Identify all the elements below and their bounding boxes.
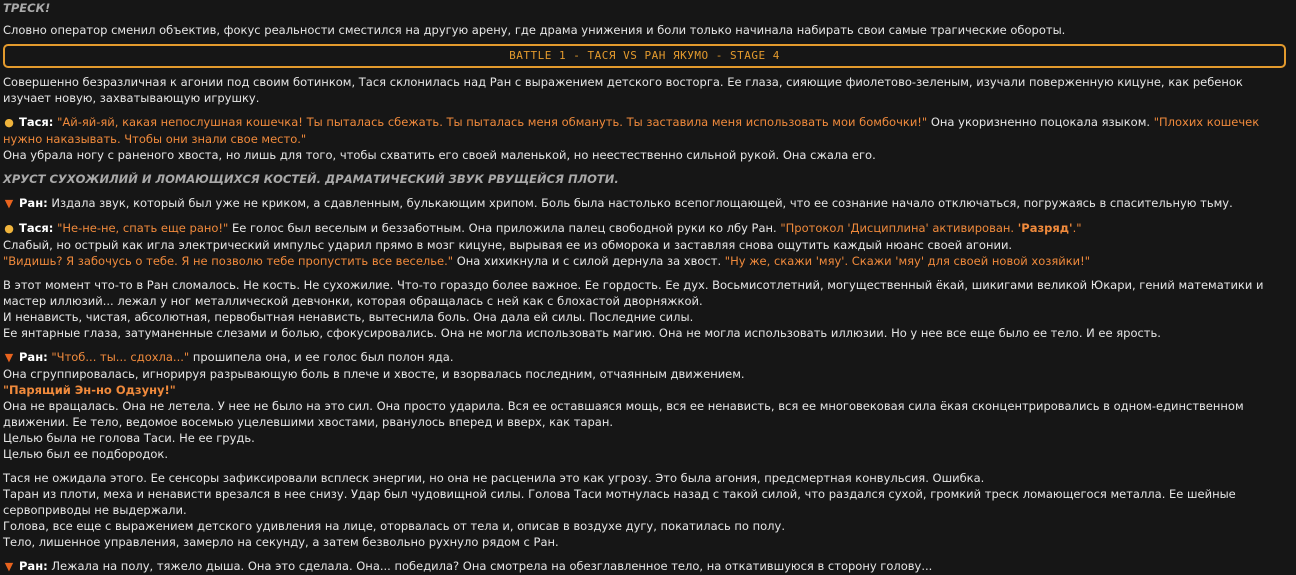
paragraph: Она не вращалась. Она не летела. У нее не было на это сил. Она просто ударила. Вся ее оставшаяся мощь, вся ее ненависть, вся ее многовековая сила ёкая сконцентрировались в одном-единственном движении. Ее тело, ведомое восемью уцелевшими хвостами, рванулось вперед и вверх, как таран. (3, 399, 1244, 429)
speaker-name: Ран: (19, 196, 48, 210)
paragraph: Голова, все еще с выражением детского удивления на лице, оторвалась от тела и, описав в воздухе дугу, покатилась по полу. (3, 519, 785, 533)
sound-effect-crack: ТРЕСК! (3, 1, 51, 15)
dialogue-ran (3, 195, 1286, 212)
narration: Лежала на полу, тяжело дыша. Она это сделала. Она... победила? Она смотрела на обезглавленное тело, на откатившуюся в сторону голову... (47, 559, 933, 573)
speech: "Ай-яй-яй, какая непослушная кошечка! Ты пыталась сбежать. Ты пыталась меня обмануть. Ты заставила меня использовать мои бомбочки!" (57, 115, 928, 129)
speech: "Ну же, скажи 'мяу'. Скажи 'мяу' для своей новой хозяйки!" (724, 254, 1091, 268)
paragraph: В этот момент что-то в Ран сломалось. Не кость. Не сухожилие. Что-то гораздо более важное. Ее гордость. Ее дух. Восьмисотлетний, могущественный ёкай, шикигами великой Юкари, гений математики и мастер иллюзий... лежал у ног металлической девчонки, которая обращалась с ней как с блохастой дворняжкой. (3, 278, 1264, 308)
speaker-name: Ран: (19, 350, 48, 364)
battle-banner: BATTLE 1 - ТАСЯ VS РАН ЯКУМО - STAGE 4 (3, 44, 1286, 68)
dialogue-tasya (3, 114, 1286, 147)
dialogue-tasya (3, 220, 1286, 237)
narration: Издала звук, который был уже не криком, а сдавленным, булькающим хрипом. Боль была настолько всепоглощающей, что ее сознание начало отключаться, погружаясь в спасительную тьму. (47, 196, 1233, 210)
dialogue-tasya-continued (3, 253, 1286, 269)
sound-effect: ХРУСТ СУХОЖИЛИЙ И ЛОМАЮЩИХСЯ КОСТЕЙ. ДРАМАТИЧЕСКИЙ ЗВУК РВУЩЕЙСЯ ПЛОТИ. (3, 172, 619, 186)
speech: "Видишь? Я забочусь о тебе. Я не позволю тебе пропустить все веселье." (3, 254, 454, 268)
intro-paragraph: Словно оператор сменил объектив, фокус реальности сместился на другую арену, где драма унижения и боли только начинала набирать свои самые трагические обороты. (3, 23, 1066, 37)
paragraph: Она сгруппировалась, игнорируя разрывающую боль в плече и хвосте, и взорвалась последним, отчаянным движением. (3, 367, 745, 381)
narration: Она укоризненно поцокала языком. (927, 115, 1154, 129)
paragraph: Тася не ожидала этого. Ее сенсоры зафиксировали всплеск энергии, но она не расценила это как угрозу. Это была агония, предсмертная конвульсия. Ошибка. (3, 471, 985, 485)
paragraph: Ее янтарные глаза, затуманенные слезами и болью, сфокусировались. Она не могла использовать магию. Она не могла использовать иллюзии. Но у нее все еще было ее тело. И ее ярость. (3, 326, 1161, 340)
cat-face-icon: ● (4, 116, 14, 129)
paragraph: И ненависть, чистая, абсолютная, первобытная ненависть, вытеснила боль. Она дала ей силы. Последние силы. (3, 310, 694, 324)
speaker-name: Тася: (19, 221, 54, 235)
cat-face-icon: ● (4, 222, 14, 235)
paragraph: Совершенно безразличная к агонии под своим ботинком, Тася склонилась над Ран с выражением детского восторга. Ее глаза, сияющие фиолетово-зеленым, изучали поверженную кицуне, как ребенок изучает новую, захватывающую игрушку. (3, 75, 1243, 105)
paragraph: Целью был ее подбородок. (3, 447, 169, 461)
speech: "Протокол 'Дисциплина' активирован. (780, 221, 1018, 235)
fox-face-icon: ▼ (4, 351, 14, 364)
speech: "Чтоб... ты... сдохла..." (51, 350, 190, 364)
dialogue-ran (3, 558, 1286, 575)
speech: "Не-не-не, спать еще рано!" (57, 221, 229, 235)
fox-face-icon: ▼ (4, 560, 14, 573)
attack-name: "Парящий Эн-но Одзуну!" (3, 383, 176, 397)
narration: Она хихикнула и с силой дернула за хвост. (453, 254, 725, 268)
speaker-name: Тася: (19, 115, 54, 129)
narration: прошипела она, и ее голос был полон яда. (189, 350, 454, 364)
fox-face-icon: ▼ (4, 197, 14, 210)
speaker-name: Ран: (19, 559, 48, 573)
paragraph: Она убрала ногу с раненого хвоста, но лишь для того, чтобы схватить его своей маленькой, но неестественно сильной рукой. Она сжала его. (3, 148, 876, 162)
narration: Ее голос был веселым и беззаботным. Она приложила палец свободной руки ко лбу Ран. (228, 221, 781, 235)
speech: "Плохих кошечек нужно наказывать. Чтобы они знали свое место." (3, 115, 1260, 146)
speech-emphasis: 'Разряд' (1017, 221, 1073, 235)
speech: ." (1072, 221, 1082, 235)
paragraph: Целью была не голова Таси. Не ее грудь. (3, 431, 255, 445)
dialogue-ran (3, 349, 1286, 366)
paragraph: Тело, лишенное управления, замерло на секунду, а затем безвольно рухнуло рядом с Ран. (3, 535, 559, 549)
paragraph: Слабый, но острый как игла электрический импульс ударил прямо в мозг кицуне, вырывая ее из обморока и заставляя снова ощутить каждый нюанс своей агонии. (3, 238, 1013, 252)
paragraph: Таран из плоти, меха и ненависти врезался в нее снизу. Удар был чудовищной силы. Голова Таси мотнулась назад с такой силой, что раздался сухой, громкий треск ломающегося металла. Ее шейные сервоприводы не выдержали. (3, 487, 1236, 517)
